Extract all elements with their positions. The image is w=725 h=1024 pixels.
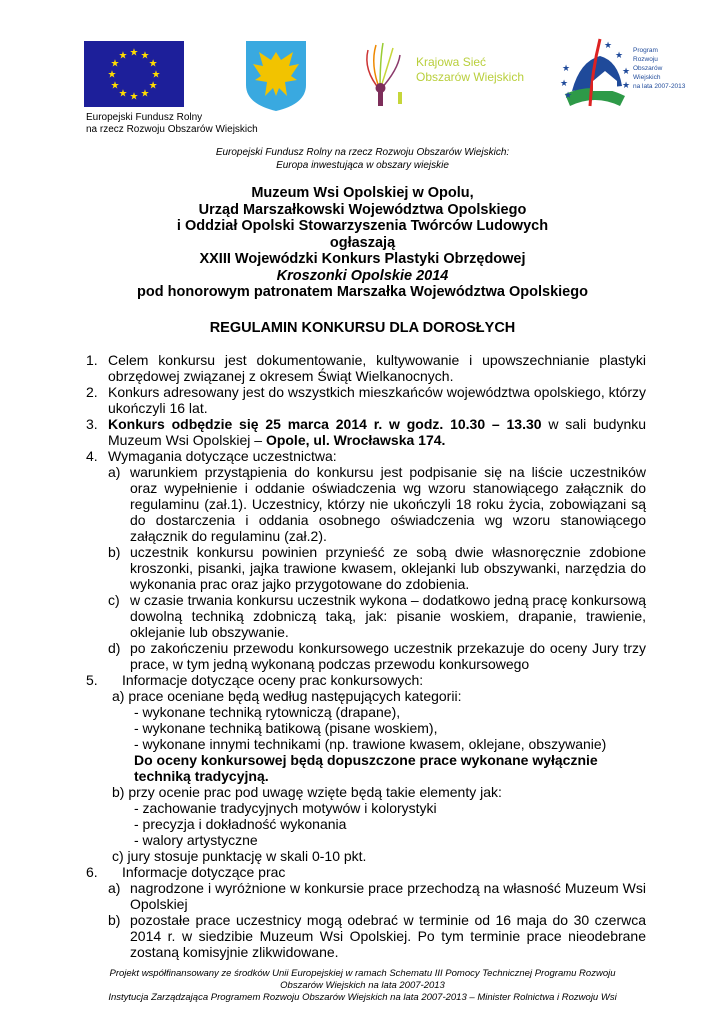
sub-text: uczestnik konkursu powinien przynieść ze sobą dwie własnoręcznie zdobione kroszonki, pisanki, jajka trawione kwasem, oklejanki lub obszywanki, narzędzia do wykonania prac oraz jajko przygotowane do zdobienia. [130,544,646,592]
sub-text: w czasie trwania konkursu uczestnik wykona – dodatkowo jedną pracę konkursową dowolną techniką zdobniczą taką, jak: pisanie woskiem, drapanie, trawienie, oklejanie lub obszywanie. [130,592,646,640]
footer-line: Projekt współfinansowany ze środków Unii Europejskiej w ramach Schematu III Pomocy Technicznej Programu Rozwoju [109,968,616,979]
heading-line: Urząd Marszałkowski Województwa Opolskiego [198,201,527,218]
eu-star-icon: ★ [148,80,158,92]
footer-line: Obszarów Wiejskich na lata 2007-2013 [280,980,445,991]
eu-flag-logo [84,41,184,107]
venue-text: w sali budynku Muzeum Wsi Opolskiej – [108,416,647,448]
prow-logo [560,36,690,108]
eu-star-icon: ★ [148,58,158,70]
eu-fund-caption [86,112,258,136]
svg-text:★: ★ [604,40,613,50]
prow-line: Program [633,47,658,54]
sub-letter: b) [108,912,121,928]
traditional-technique-note: Do oceny konkursowej będą dopuszczone prace wykonane wyłącznie techniką tradycyjną. [134,752,598,784]
announcement-heading [0,185,725,301]
rule-text: Informacje dotyczące prac [122,864,286,880]
svg-text:★: ★ [615,50,624,60]
footer [0,968,725,1004]
caption-line: na rzecz Rozwoju Obszarów Wiejskich [86,124,258,135]
criterion-item: - walory artystyczne [134,832,258,848]
ksow-line: Krajowa Sieć [416,55,487,69]
category-item: - wykonane techniką batikową (pisane woskiem), [134,720,438,736]
address-text: Opole, ul. Wrocławska 174. [265,432,446,448]
date-text: Konkurs odbędzie się 25 marca 2014 r. w godz. 10.30 – 13.30 [108,416,542,432]
tagline-line: Europa inwestująca w obszary wiejskie [276,160,449,171]
eu-star-icon: ★ [129,91,139,103]
eu-tagline [0,146,725,172]
footer-line: Instytucja Zarządzająca Programem Rozwoju Obszarów Wiejskich na lata 2007-2013 – Minister Rolnictwa i Rozwoju Wsi [108,992,617,1003]
rule-text [108,416,646,448]
rule-5b: b) przy ocenie prac pod uwagę wzięte będą takie elementy jak: [112,784,502,800]
rule-text: Celem konkursu jest dokumentowanie, kultywowanie i upowszechnianie plastyki obrzędowej związanej z okresem Świąt Wielkanocnych. [108,352,646,384]
heading-line: Muzeum Wsi Opolskiej w Opolu, [251,185,474,201]
opolskie-coat-of-arms-logo [245,40,307,112]
heading-line: i Oddział Opolski Stowarzyszenia Twórców Ludowych [176,218,549,234]
eu-star-icon: ★ [118,88,128,100]
sub-letter: c) [108,592,120,608]
sub-letter: d) [108,640,121,656]
rule-number: 6. [86,864,98,880]
rule-6a [108,880,646,912]
eu-star-icon: ★ [140,88,150,100]
category-item: - wykonane innymi technikami (np. trawione kwasem, oklejane, obszywanie) [134,736,607,752]
svg-text:★: ★ [564,90,573,100]
rule-4 [86,448,646,464]
sub-text: pozostałe prace uczestnicy mogą odebrać w terminie od 16 maja do 30 czerwca 2014 r. w siedzibie Muzeum Wsi Opolskiej. Po tym terminie prace nieodebrane zostaną komisyjnie zlikwidowane. [130,912,646,960]
document-title: REGULAMIN KONKURSU DLA DOROSŁYCH [209,320,516,336]
svg-text:★: ★ [622,66,630,76]
rule-5c: c) jury stosuje punktację w skali 0-10 pkt. [112,848,367,864]
rule-number: 3. [86,416,98,432]
svg-text:★: ★ [560,78,569,88]
rule-number: 4. [86,448,98,464]
eu-star-icon: ★ [151,69,161,81]
category-item: - wykonane techniką rytowniczą (drapane), [134,704,401,720]
rule-number: 5. [86,672,98,688]
tagline-line: Europejski Fundusz Rolny na rzecz Rozwoju Obszarów Wiejskich: [215,147,510,158]
rule-4d [108,640,646,672]
rule-text: Wymagania dotyczące uczestnictwa: [108,448,337,464]
rule-6b [108,912,646,960]
eu-star-icon: ★ [107,69,117,81]
rule-number: 2. [86,384,98,400]
criterion-item: - zachowanie tradycyjnych motywów i kolorystyki [134,800,437,816]
prow-line: Rozwoju [633,56,658,63]
ksow-logo [358,40,538,110]
sub-letter: a) [108,464,121,480]
svg-text:★: ★ [562,63,571,73]
content-flow [0,352,725,1014]
sub-letter: b) [108,544,121,560]
sub-text: nagrodzone i wyróżnione w konkursie prace przechodzą na własność Muzeum Wsi Opolskiej [130,880,646,912]
eu-star-icon: ★ [110,80,120,92]
heading-line: Kroszonki Opolskie 2014 [276,267,449,284]
heading-line: XXIII Wojewódzki Konkurs Plastyki Obrzędowej [199,251,526,267]
eu-star-icon: ★ [118,50,128,62]
rule-text: Informacje dotyczące oceny prac konkursowych: [122,672,424,688]
eu-star-icon: ★ [140,50,150,62]
prow-line: na lata 2007-2013 [633,83,686,90]
heading-line: ogłaszają [329,234,396,251]
rule-2 [86,384,646,416]
rule-5 [86,672,646,688]
sub-text: po zakończeniu przewodu konkursowego uczestnik przekazuje do oceny Jury trzy prace, w tym jedną wykonaną podczas przewodu konkursowego [130,640,646,672]
eu-star-icon: ★ [110,58,120,70]
eu-star-icon: ★ [129,47,139,59]
rule-4c [108,592,646,640]
rule-text: Konkurs adresowany jest do wszystkich mieszkańców województwa opolskiego, którzy ukończyli 16 lat. [108,384,646,416]
criterion-item: - precyzja i dokładność wykonania [134,816,347,832]
svg-text:★: ★ [622,80,630,90]
rule-6 [86,864,646,880]
rule-1 [86,352,646,384]
heading-line: pod honorowym patronatem Marszałka Województwa Opolskiego [137,284,588,300]
rule-4a [108,464,646,544]
rule-5a: a) prace oceniane będą według następujących kategorii: [112,688,462,704]
rules-list [86,352,646,960]
prow-line: Wiejskich [633,74,661,81]
rule-number: 1. [86,352,98,368]
prow-line: Obszarów [633,65,663,72]
rule-4b [108,544,646,592]
caption-line: Europejski Fundusz Rolny [86,112,203,123]
sub-letter: a) [108,880,121,896]
rule-3 [86,416,646,448]
ksow-line: Obszarów Wiejskich [416,70,525,84]
sub-text: warunkiem przystąpienia do konkursu jest podpisanie się na liście uczestników oraz wypełnienie i oddanie oświadczenia wg wzoru stanowiącego załącznik do regulaminu (zał.1). Uczestnicy, którzy nie ukończyli 18 roku życia, zobowiązani są do dostarczenia i oddania osobnego oświadczenia wg wzoru stanowiącego załącznik do regulaminu (zał.2). [130,464,646,544]
